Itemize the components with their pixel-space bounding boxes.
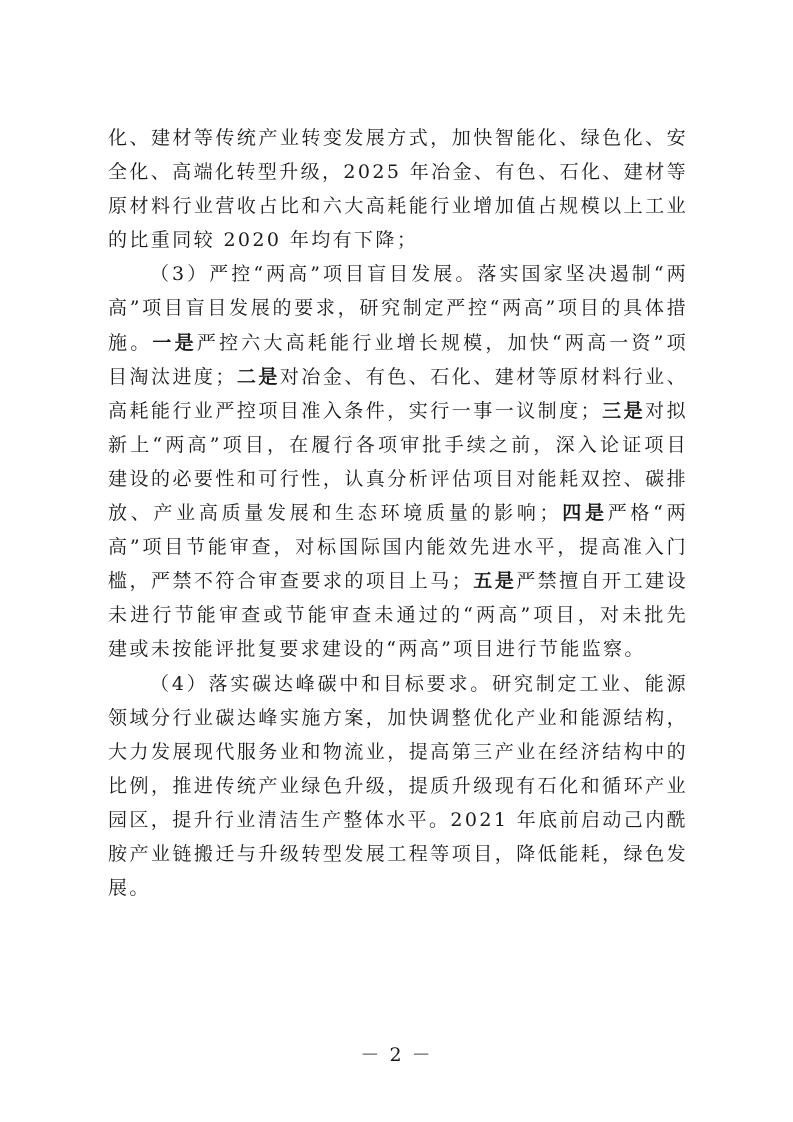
document-body bbox=[108, 121, 688, 905]
paragraph-text: 对拟新上“两高”项目，在履行各项审批手续之前，深入论证项目建设的必要性和可行性，认真分析评估项目对能耗双控、碳排放、产业高质量发展和生态环境质量的影响； bbox=[108, 399, 688, 525]
emphasis-label: 一是 bbox=[152, 331, 197, 354]
page-number: － 2 － bbox=[360, 1044, 433, 1066]
paragraph-item-3 bbox=[108, 257, 688, 666]
emphasis-label: 二是 bbox=[236, 365, 280, 388]
paragraph-text: 严禁擅自开工建设未进行节能审查或节能审查未通过的“两高”项目，对未批先建或未按能评批复要求建设的“两高”项目进行节能监察。 bbox=[108, 570, 688, 661]
paragraph-item-4 bbox=[108, 667, 688, 906]
emphasis-label: 五是 bbox=[473, 570, 517, 593]
emphasis-label: 四是 bbox=[560, 502, 608, 525]
paragraph-text: （4）落实碳达峰碳中和目标要求。研究制定工业、能源领域分行业碳达峰实施方案，加快调整优化产业和能源结构，大力发展现代服务业和物流业，提高第三产业在经济结构中的比例，推进传统产业绿色升级，提质升级现有石化和循环产业园区，提升行业清洁生产整体水平。2021 年底前启动己内酰胺产业链搬迁与升级转型发展工程等项目，降低能耗，绿色发展。 bbox=[108, 672, 688, 900]
paragraph-text: 对冶金、有色、石化、建材等原材料行业、高耗能行业严控项目准入条件，实行一事一议制度； bbox=[108, 365, 688, 422]
paragraph-text: （3）严控“两高”项目盲目发展。落实国家坚决遏制“两高”项目盲目发展的要求，研究制定严控“两高”项目的具体措施。 bbox=[108, 263, 688, 354]
paragraph-text: 严格“两高”项目节能审查，对标国际国内能效先进水平，提高准入门槛，严禁不符合审查要求的项目上马； bbox=[108, 502, 688, 593]
paragraph-text: 严控六大高耗能行业增长规模，加快“两高一资”项目淘汰进度； bbox=[108, 331, 688, 388]
emphasis-label: 三是 bbox=[602, 399, 646, 422]
paragraph-continued bbox=[108, 121, 688, 257]
paragraph-text: 化、建材等传统产业转变发展方式，加快智能化、绿色化、安全化、高端化转型升级，2025 年冶金、有色、石化、建材等原材料行业营收占比和六大高耗能行业增加值占规模以上工业的比重同较 2020 年均有下降； bbox=[108, 127, 688, 252]
